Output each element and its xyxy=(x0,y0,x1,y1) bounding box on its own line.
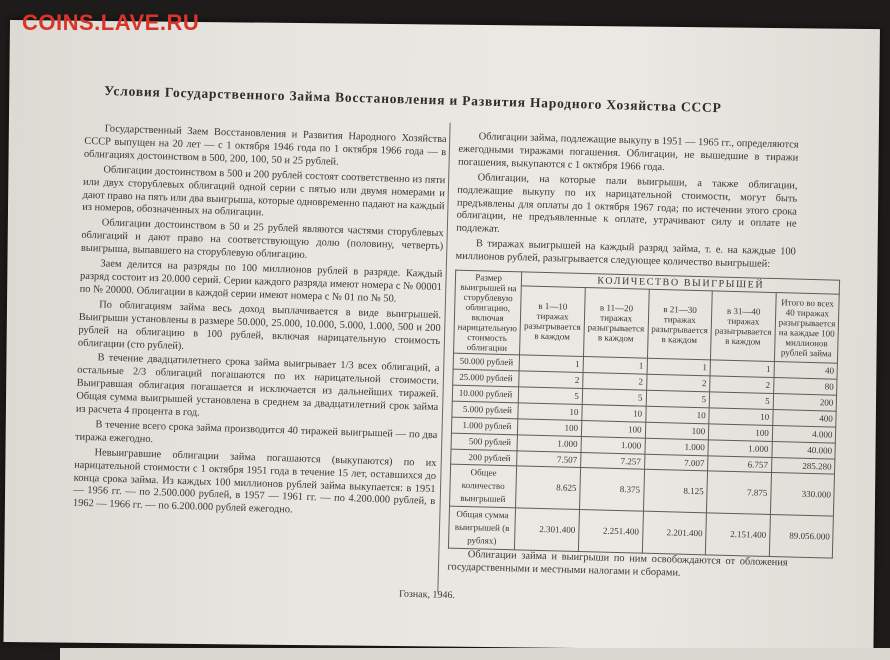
cell: 6.757 xyxy=(708,455,772,473)
document-title: Условия Государственного Займа Восстановления и Развития Народного Хозяйства СССР xyxy=(104,82,722,116)
cell: 7.257 xyxy=(580,452,644,470)
cell: 100 xyxy=(518,419,582,437)
cell: 7.007 xyxy=(644,454,708,472)
row-label: Общее количество выигрышей xyxy=(450,465,517,508)
cell: 10 xyxy=(709,408,773,426)
cell: 10 xyxy=(645,406,709,424)
cell: 2.201.400 xyxy=(642,511,707,554)
cell: 285.280 xyxy=(771,457,835,475)
printer-mark: Гознак, 1946. xyxy=(398,588,456,602)
site-watermark: COINS.LAVE.RU xyxy=(22,10,200,35)
cell: 8.125 xyxy=(643,470,708,513)
column-header: в 1—10 тиражах разыгрывается в каждом xyxy=(520,286,585,356)
cell: 80 xyxy=(773,378,837,396)
cell: 7.507 xyxy=(517,450,581,468)
row-label: 50.000 рублей xyxy=(453,353,520,371)
prize-rows xyxy=(451,353,838,474)
column-header: в 31—40 тиражах разыгрывается в каждом xyxy=(711,291,776,361)
row-label: 10.000 рублей xyxy=(452,385,519,403)
cell: 1 xyxy=(647,358,711,376)
paragraph: Облигации займа, подлежащие выкупу в 1951 — 1965 гг., определяются ежегодными тиражами погашения. Облигации, не вышедшие в тиражи погашения, выкупаются с 1 октября 1966 года. xyxy=(457,131,799,173)
paragraph: Государственный Заем Восстановления и Развития Народного Хозяйства СССР выпущен на 20 лет — с 1 октября 1946 года по 1 октября 1966 года — в облигациях достоинством в 500, 200, 100, 50 и 25 рублей. xyxy=(83,123,447,168)
cell: 7.875 xyxy=(707,471,772,514)
column-header: Итого во всех 40 тиражах разыгрывается на каждые 100 миллионов рублей займа xyxy=(774,293,839,363)
cell: 40.000 xyxy=(772,441,836,459)
cell: 100 xyxy=(581,420,645,438)
cell: 5 xyxy=(582,388,646,406)
cell: 200 xyxy=(773,393,837,411)
count-header: КОЛИЧЕСТВО ВЫИГРЫШЕЙ xyxy=(522,272,840,295)
paragraph: Облигации, на которые пали выигрыши, а также облигации, подлежащие выкупу по их нарицательной стоимости, могут быть предъявлены для оплаты до 1 октября 1967 года; по истечении этого срока облигации, не предъявленные к оплате, утрачивают силу и оплате не подлежат. xyxy=(456,171,798,236)
prize-table xyxy=(448,270,841,559)
cell: 2 xyxy=(519,371,583,389)
cell: 2 xyxy=(710,376,774,394)
cell: 5 xyxy=(709,392,773,410)
cell: 400 xyxy=(773,409,837,427)
paragraph: Облигации достоинством в 50 и 25 рублей являются частями сторублевых облигаций и дают право на соответствующую долю (половину, четверть) выигрыша, выпавшего на сторублевую облигацию. xyxy=(80,217,444,261)
cell: 10 xyxy=(518,403,582,421)
cell: 5 xyxy=(646,390,710,408)
cell: 1 xyxy=(583,357,647,375)
cell: 1 xyxy=(519,355,583,373)
cell: 2 xyxy=(646,374,710,392)
column-header: в 21—30 тиражах разыгрывается в каждом xyxy=(647,289,712,359)
cell: 2.251.400 xyxy=(578,510,643,553)
paragraph: Невыигравшие облигации займа погашаются (выкупаются) по их нарицательной стоимости с 1 октября 1951 года в течение 15 лет, оставшихся до конца срока займа. Из каждых 100 миллионов рублей займа выкупается: в 1951 — 1956 гг. — по 2.500.000 рублей, в 1957 — 1961 гг. — по 4.200.000 рублей, в 1962 — 1966 гг. — по 6.200.000 рублей ежегодно. xyxy=(72,447,437,516)
cell: 1.000 xyxy=(517,434,581,452)
cell: 2 xyxy=(583,373,647,391)
cell: 100 xyxy=(709,424,773,442)
cell: 40 xyxy=(774,362,838,380)
paragraph: Заем делится на разряды по 100 миллионов рублей в разряде. Каждый разряд состоит из 20.000 серий. Серии каждого разряда имеют номера с № 00001 по № 20000. Облигации в каждой серии имеют номера с № 01 по № 50. xyxy=(79,258,443,305)
cell: 1.000 xyxy=(708,439,772,457)
row-label: 500 рублей xyxy=(451,433,518,451)
row-label: Общая сумма выигрышей (в рублях) xyxy=(448,506,515,549)
left-column xyxy=(73,123,447,524)
row-label: 5.000 рублей xyxy=(452,401,519,419)
size-header: Размер выигрышей на сторублевую облигацию, включая нарицательную стоимость облигации xyxy=(454,270,522,355)
cell: 5 xyxy=(519,387,583,405)
paragraph: В течение двадцатилетнего срока займа выигрывает 1/3 всех облигаций, а остальные 2/3 облигаций погашаются по их нарицательной стоимости. Выигравшая облигация погашается и исключается из дальнейших тиражей. Общая сумма выигрышей установлена в среднем за двадцатилетний срок займа из расчета 4 процента в год. xyxy=(75,352,440,419)
row-label: 25.000 рублей xyxy=(453,369,520,387)
paragraph: В течение всего срока займа производится 40 тиражей выигрышей — по два тиража ежегодно. xyxy=(74,419,438,445)
bond-sheet xyxy=(3,20,879,651)
cell: 1 xyxy=(710,360,774,378)
row-label: 1.000 рублей xyxy=(451,417,518,435)
tax-note: Облигации займа и выигрыши по ним освобождаются от обложения государственными и местными налогами и сборами. xyxy=(447,548,788,579)
cell: 2.301.400 xyxy=(515,508,580,551)
paragraph: В тиражах выигрышей на каждый разряд займа, т. е. на каждые 100 миллионов рублей, разыгрывается следующее количество выигрышей: xyxy=(455,238,796,271)
cell: 10 xyxy=(582,404,646,422)
cell: 1.000 xyxy=(581,436,645,454)
lower-sheet-edge xyxy=(60,648,890,660)
paragraph: Облигации достоинством в 500 и 200 рублей состоят соответственно из пяти или двух сторублевых облигаций одной серии с пятью или двумя номерами и дают право на пять или два выигрыша, которые одновременно падают на каждый из номеров, обозначенных на облигации. xyxy=(82,164,446,219)
cell: 2.151.400 xyxy=(706,513,771,556)
right-column xyxy=(447,131,836,585)
cell: 4.000 xyxy=(772,425,836,443)
cell: 8.625 xyxy=(516,466,581,509)
cell: 330.000 xyxy=(770,473,835,516)
cell: 100 xyxy=(645,422,709,440)
cell: 1.000 xyxy=(645,438,709,456)
cell: 8.375 xyxy=(579,468,644,511)
cell: 89.056.000 xyxy=(769,515,834,558)
column-header: в 11—20 тиражах разыгрывается в каждом xyxy=(583,288,648,358)
row-label: 200 рублей xyxy=(451,449,518,467)
paragraph: По облигациям займа весь доход выплачивается в виде выигрышей. Выигрыши установлены в размере 50.000, 25.000, 10.000, 5.000, 1.000, 500 и 200 рублей на облигацию в 100 рублей, включая нарицательную стоимость облигации (сто рублей). xyxy=(77,299,442,352)
